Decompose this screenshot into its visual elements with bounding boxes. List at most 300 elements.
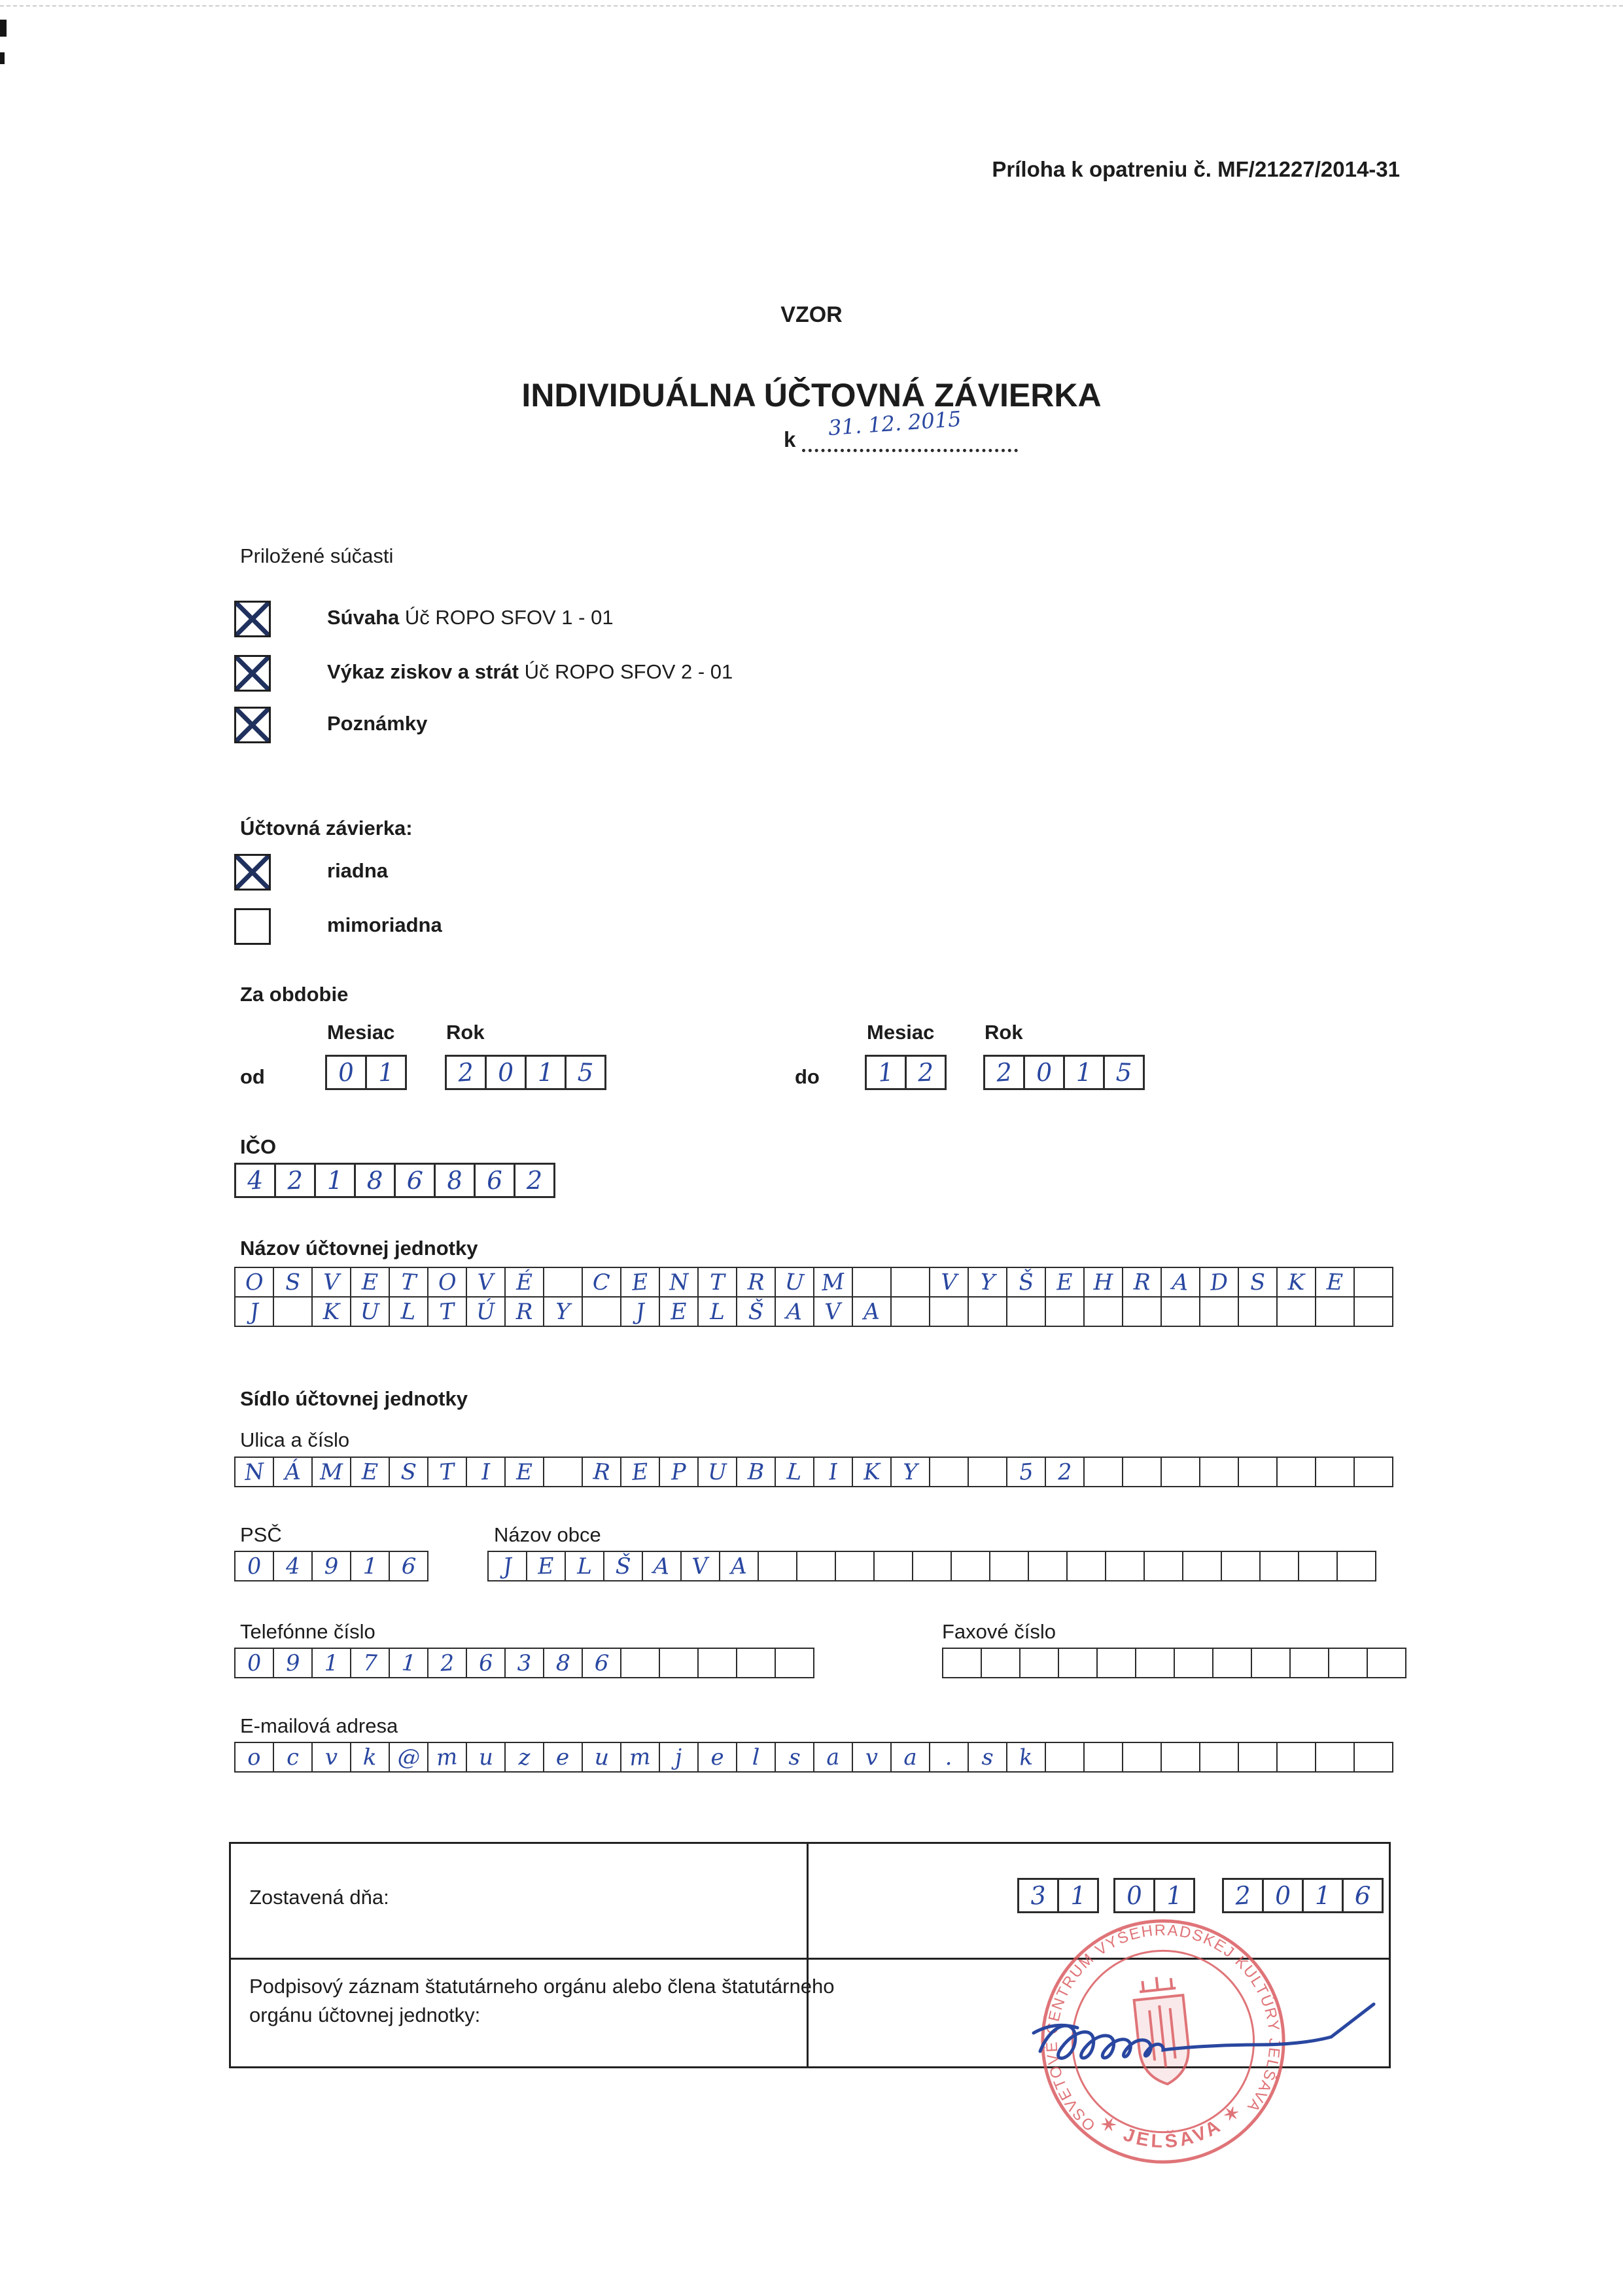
char-cell: [504, 1742, 544, 1773]
handwritten-char: A: [863, 1298, 881, 1325]
nazov-row1-cells: [234, 1267, 1393, 1298]
psc-cells: [234, 1551, 428, 1581]
char-cell: [1199, 1742, 1239, 1773]
char-cell: [1045, 1457, 1085, 1487]
char-cell: [543, 1742, 583, 1773]
char-cell: [989, 1551, 1029, 1581]
handwritten-char: V: [824, 1298, 843, 1326]
char-cell: [697, 1648, 737, 1678]
handwritten-char: e: [555, 1744, 570, 1771]
char-cell: [311, 1296, 351, 1327]
char-cell: [311, 1551, 351, 1581]
char-cell: [1113, 1878, 1155, 1913]
handwritten-char: M: [820, 1268, 846, 1296]
char-cell: [1367, 1648, 1406, 1678]
char-cell: [234, 1742, 274, 1773]
podpis-line1: Podpisový záznam štatutárneho orgánu alebo člena štatutárneho: [249, 1975, 835, 1998]
char-cell: [796, 1551, 836, 1581]
handwritten-char: 0: [246, 1649, 262, 1677]
handwritten-char: 1: [1314, 1881, 1331, 1910]
char-cell: [466, 1267, 506, 1298]
char-cell: [1276, 1742, 1316, 1773]
handwritten-char: R: [515, 1298, 533, 1325]
label-bold: Výkaz ziskov a strát: [327, 660, 519, 683]
handwritten-char: 0: [497, 1057, 514, 1087]
char-cell: [1006, 1457, 1046, 1487]
char-cell: [890, 1296, 930, 1327]
podpis-label: [249, 1972, 834, 2030]
do-label: do: [795, 1065, 820, 1088]
char-cell: [234, 1163, 276, 1198]
char-cell: [273, 1296, 313, 1327]
handwritten-char: 6: [406, 1165, 424, 1195]
tel-label: Telefónne číslo: [240, 1620, 375, 1643]
checkbox-suvaha-label: [327, 606, 614, 629]
handwritten-char: 1: [1166, 1881, 1183, 1911]
char-cell: [1045, 1742, 1085, 1773]
char-cell: [350, 1648, 390, 1678]
handwritten-char: E: [1056, 1269, 1073, 1296]
char-cell: [273, 1742, 313, 1773]
char-cell: [719, 1551, 759, 1581]
char-cell: [775, 1648, 814, 1678]
char-cell: [929, 1296, 969, 1327]
char-cell: [603, 1551, 643, 1581]
handwritten-char: L: [400, 1298, 417, 1326]
handwritten-char: 2: [287, 1165, 304, 1195]
char-cell: [466, 1648, 506, 1678]
handwritten-char: R: [1132, 1269, 1151, 1296]
char-cell: [543, 1457, 583, 1487]
do-rok-header: Rok: [985, 1021, 1023, 1044]
checkbox-riadna: [234, 854, 271, 891]
scan-artifact: [0, 20, 7, 37]
char-cell: [1182, 1551, 1222, 1581]
handwritten-char: 6: [400, 1552, 417, 1580]
handwritten-char: a: [903, 1744, 917, 1771]
char-cell: [813, 1296, 853, 1327]
char-cell: [1276, 1267, 1316, 1298]
char-cell: [1315, 1742, 1355, 1773]
char-cell: [526, 1551, 566, 1581]
char-cell: [582, 1296, 621, 1327]
char-cell: [929, 1267, 969, 1298]
handwritten-k-date: 31. 12. 2015: [827, 406, 962, 441]
char-cell: [680, 1551, 720, 1581]
char-cell: [1122, 1457, 1162, 1487]
od-mesiac-cells: [325, 1055, 407, 1090]
email-label: E-mailová adresa: [240, 1714, 398, 1737]
handwritten-char: 0: [246, 1552, 262, 1580]
char-cell: [582, 1742, 621, 1773]
char-cell: [697, 1267, 737, 1298]
handwritten-char: R: [746, 1269, 765, 1296]
char-cell: [620, 1457, 660, 1487]
handwritten-char: 2: [995, 1057, 1013, 1087]
char-cell: [1221, 1551, 1261, 1581]
handwritten-char: 0: [1125, 1881, 1143, 1911]
char-cell: [736, 1457, 776, 1487]
char-cell: [929, 1742, 969, 1773]
handwritten-char: 1: [400, 1649, 417, 1677]
char-cell: [1083, 1267, 1123, 1298]
vzor-label: VZOR: [780, 302, 843, 327]
char-cell: [1353, 1296, 1393, 1327]
char-cell: [427, 1648, 467, 1678]
handwritten-char: E: [631, 1268, 650, 1296]
handwritten-char: Š: [1017, 1268, 1035, 1296]
char-cell: [525, 1055, 567, 1090]
handwritten-char: m: [436, 1743, 459, 1771]
char-cell: [1143, 1551, 1183, 1581]
char-cell: [813, 1457, 853, 1487]
char-cell: [1353, 1267, 1393, 1298]
handwritten-char: E: [1326, 1269, 1344, 1296]
char-cell: [350, 1267, 390, 1298]
handwritten-char: u: [478, 1744, 494, 1771]
char-cell: [1083, 1296, 1123, 1327]
char-cell: [1122, 1742, 1162, 1773]
email-cells: [234, 1742, 1393, 1773]
handwritten-char: V: [323, 1269, 340, 1296]
handwritten-char: H: [1093, 1269, 1113, 1296]
char-cell: [1083, 1742, 1123, 1773]
do-rok-cells: [983, 1055, 1145, 1090]
char-cell: [434, 1163, 476, 1198]
char-cell: [1083, 1457, 1123, 1487]
ulica-label: Ulica a číslo: [240, 1428, 350, 1451]
checkbox-mimoriadna: [234, 908, 271, 945]
label-bold: Súvaha: [327, 606, 400, 629]
char-cell: [1199, 1296, 1239, 1327]
checkbox-poznamky-label: [327, 712, 427, 735]
char-cell: [1161, 1267, 1200, 1298]
nazov-label: Názov účtovnej jednotky: [240, 1237, 478, 1260]
period-label: Za obdobie: [240, 983, 349, 1006]
char-cell: [234, 1648, 274, 1678]
label-bold: Poznámky: [327, 712, 428, 735]
handwritten-char: 1: [326, 1166, 343, 1195]
podpis-line2: orgánu účtovnej jednotky:: [249, 2004, 481, 2026]
checkbox-mimoriadna-label: mimoriadna: [327, 913, 442, 936]
char-cell: [504, 1648, 544, 1678]
do-mesiac-cells: [865, 1055, 947, 1090]
char-cell: [389, 1267, 428, 1298]
char-cell: [389, 1551, 428, 1581]
char-cell: [427, 1296, 467, 1327]
handwritten-char: j: [674, 1744, 683, 1771]
char-cell: [1238, 1457, 1278, 1487]
char-cell: [1251, 1648, 1291, 1678]
handwritten-char: s: [981, 1743, 994, 1771]
char-cell: [1045, 1296, 1085, 1327]
char-cell: [697, 1457, 737, 1487]
char-cell: [890, 1742, 930, 1773]
char-cell: [983, 1055, 1025, 1090]
date-day-cells: [1017, 1878, 1099, 1913]
signature-graphic: [1024, 1986, 1390, 2097]
checkbox-poznamky: [234, 707, 271, 743]
handwritten-char: A: [652, 1552, 671, 1580]
handwritten-char: Á: [284, 1458, 302, 1485]
handwritten-char: k: [1018, 1743, 1034, 1771]
fax-cells: [942, 1648, 1406, 1678]
char-cell: [852, 1267, 892, 1298]
handwritten-char: L: [577, 1553, 592, 1580]
handwritten-char: 8: [366, 1165, 383, 1195]
handwritten-char: I: [828, 1458, 839, 1485]
char-cell: [1058, 1648, 1098, 1678]
char-cell: [485, 1055, 527, 1090]
char-cell: [758, 1551, 797, 1581]
char-cell: [912, 1551, 952, 1581]
handwritten-char: 1: [1070, 1881, 1087, 1911]
char-cell: [1298, 1551, 1338, 1581]
handwritten-char: Y: [555, 1298, 571, 1325]
handwritten-char: T: [710, 1269, 725, 1296]
char-cell: [1342, 1878, 1384, 1913]
char-cell: [865, 1055, 907, 1090]
char-cell: [1057, 1878, 1099, 1913]
char-cell: [697, 1296, 737, 1327]
od-rok-header: Rok: [446, 1021, 485, 1044]
char-cell: [427, 1742, 467, 1773]
char-cell: [1259, 1551, 1299, 1581]
char-cell: [929, 1457, 969, 1487]
char-cell: [968, 1742, 1007, 1773]
char-cell: [1006, 1267, 1046, 1298]
psc-label: PSČ: [240, 1523, 282, 1546]
zostavena-label: Zostavená dňa:: [249, 1886, 389, 1909]
handwritten-char: e: [710, 1744, 724, 1771]
label-rest: Úč ROPO SFOV 1 - 01: [399, 606, 614, 629]
char-cell: [659, 1267, 699, 1298]
char-cell: [1336, 1551, 1376, 1581]
char-cell: [504, 1296, 544, 1327]
handwritten-char: 2: [1234, 1881, 1252, 1911]
char-cell: [697, 1742, 737, 1773]
do-mesiac-header: Mesiac: [867, 1021, 935, 1044]
char-cell: [968, 1296, 1007, 1327]
handwritten-char: o: [246, 1743, 262, 1771]
char-cell: [354, 1163, 396, 1198]
char-cell: [1315, 1457, 1355, 1487]
char-cell: [1212, 1648, 1252, 1678]
handwritten-char: @: [396, 1743, 421, 1771]
handwritten-char: 2: [457, 1057, 475, 1087]
char-cell: [736, 1742, 776, 1773]
label-rest: Úč ROPO SFOV 2 - 01: [518, 660, 733, 683]
char-cell: [890, 1267, 930, 1298]
handwritten-char: T: [438, 1298, 456, 1326]
char-cell: [620, 1742, 660, 1773]
handwritten-char: E: [361, 1269, 379, 1296]
handwritten-char: U: [784, 1268, 805, 1296]
handwritten-char: E: [361, 1458, 379, 1485]
char-cell: [582, 1457, 621, 1487]
handwritten-char: 6: [1354, 1881, 1371, 1911]
handwritten-char: 2: [1056, 1458, 1073, 1485]
char-cell: [775, 1296, 814, 1327]
stamp-bottom-text-holder: [1094, 2098, 1251, 2160]
char-cell: [1302, 1878, 1344, 1913]
char-cell: [981, 1648, 1021, 1678]
table-column-divider: [807, 1844, 809, 2066]
k-label: k: [784, 427, 796, 451]
ico-cells: [234, 1163, 555, 1198]
handwritten-char: Y: [979, 1268, 996, 1296]
handwritten-char: 4: [246, 1165, 264, 1195]
char-cell: [1289, 1648, 1329, 1678]
handwritten-char: O: [437, 1268, 457, 1296]
ulica-cells: [234, 1457, 1393, 1487]
char-cell: [565, 1055, 606, 1090]
char-cell: [350, 1551, 390, 1581]
char-cell: [1315, 1267, 1355, 1298]
char-cell: [445, 1055, 487, 1090]
handwritten-char: K: [1287, 1269, 1305, 1296]
handwritten-char: E: [631, 1458, 650, 1486]
handwritten-char: B: [747, 1458, 765, 1485]
handwritten-char: m: [629, 1743, 652, 1771]
char-cell: [775, 1457, 814, 1487]
handwritten-char: V: [477, 1269, 495, 1296]
char-cell: [1122, 1296, 1162, 1327]
handwritten-char: J: [502, 1553, 513, 1580]
nazov-row2-cells: [234, 1296, 1393, 1327]
char-cell: [1161, 1457, 1200, 1487]
char-cell: [273, 1457, 313, 1487]
handwritten-char: É: [516, 1269, 532, 1296]
handwritten-char: 2: [917, 1057, 934, 1087]
handwritten-char: T: [438, 1458, 456, 1486]
handwritten-char: 8: [555, 1650, 571, 1676]
char-cell: [835, 1551, 875, 1581]
handwritten-char: 9: [285, 1650, 301, 1676]
char-cell: [1006, 1296, 1046, 1327]
handwritten-char: U: [708, 1458, 727, 1485]
char-cell: [274, 1163, 316, 1198]
char-cell: [1199, 1457, 1239, 1487]
char-cell: [905, 1055, 947, 1090]
char-cell: [659, 1648, 699, 1678]
handwritten-char: U: [360, 1298, 380, 1325]
char-cell: [1238, 1296, 1278, 1327]
char-cell: [543, 1648, 583, 1678]
char-cell: [350, 1296, 390, 1327]
char-cell: [427, 1457, 467, 1487]
char-cell: [311, 1267, 351, 1298]
handwritten-char: a: [825, 1743, 841, 1771]
char-cell: [620, 1267, 660, 1298]
handwritten-char: c: [286, 1744, 300, 1771]
handwritten-char: S: [285, 1269, 301, 1296]
handwritten-char: E: [537, 1553, 555, 1580]
handwritten-char: 1: [537, 1058, 554, 1087]
checkbox-suvaha: [234, 601, 271, 637]
char-cell: [365, 1055, 407, 1090]
char-cell: [852, 1296, 892, 1327]
handwritten-char: s: [788, 1743, 801, 1771]
handwritten-char: J: [249, 1298, 260, 1325]
ico-label: IČO: [240, 1135, 277, 1158]
handwritten-char: 0: [1274, 1881, 1291, 1911]
char-cell: [1017, 1878, 1059, 1913]
handwritten-char: 1: [362, 1553, 378, 1580]
char-cell: [1276, 1457, 1316, 1487]
char-cell: [736, 1648, 776, 1678]
handwritten-char: Š: [615, 1553, 631, 1580]
handwritten-char: T: [400, 1268, 417, 1296]
char-cell: [951, 1551, 990, 1581]
char-cell: [394, 1163, 436, 1198]
char-cell: [1199, 1267, 1239, 1298]
char-cell: [427, 1267, 467, 1298]
fax-label: Faxové číslo: [942, 1620, 1056, 1643]
handwritten-char: N: [243, 1458, 265, 1486]
char-cell: [543, 1267, 583, 1298]
handwritten-char: V: [691, 1552, 710, 1580]
char-cell: [311, 1648, 351, 1678]
char-cell: [659, 1296, 699, 1327]
obec-label: Názov obce: [494, 1523, 601, 1546]
char-cell: [852, 1742, 892, 1773]
od-mesiac-header: Mesiac: [327, 1021, 395, 1044]
handwritten-char: E: [516, 1458, 532, 1485]
char-cell: [1174, 1648, 1213, 1678]
handwritten-char: 1: [324, 1650, 339, 1676]
attachment-reference: Príloha k opatreniu č. MF/21227/2014-31: [992, 157, 1400, 181]
char-cell: [1105, 1551, 1145, 1581]
handwritten-char: 3: [517, 1650, 532, 1676]
checkbox-riadna-label: riadna: [327, 859, 389, 882]
handwritten-char: J: [635, 1298, 646, 1325]
scan-artifact: [0, 52, 5, 64]
char-cell: [1161, 1742, 1200, 1773]
char-cell: [659, 1457, 699, 1487]
char-cell: [350, 1457, 390, 1487]
handwritten-char: 2: [439, 1649, 455, 1677]
handwritten-char: 1: [377, 1057, 394, 1087]
checkbox-vykaz: [234, 655, 271, 692]
date-month-cells: [1113, 1878, 1195, 1913]
char-cell: [474, 1163, 515, 1198]
char-cell: [813, 1742, 853, 1773]
char-cell: [775, 1267, 814, 1298]
char-cell: [234, 1267, 274, 1298]
char-cell: [565, 1551, 604, 1581]
char-cell: [314, 1163, 356, 1198]
char-cell: [504, 1457, 544, 1487]
handwritten-char: P: [671, 1458, 687, 1485]
char-cell: [389, 1648, 428, 1678]
handwritten-char: S: [1249, 1269, 1266, 1296]
char-cell: [620, 1296, 660, 1327]
char-cell: [1161, 1296, 1200, 1327]
char-cell: [942, 1648, 982, 1678]
handwritten-char: u: [593, 1743, 610, 1771]
char-cell: [389, 1296, 428, 1327]
char-cell: [582, 1267, 621, 1298]
handwritten-char: 3: [1029, 1881, 1047, 1911]
handwritten-char: C: [592, 1268, 611, 1296]
char-cell: [234, 1296, 274, 1327]
signature: [1024, 1986, 1390, 2097]
char-cell: [1328, 1648, 1368, 1678]
char-cell: [543, 1296, 583, 1327]
handwritten-char: O: [244, 1268, 264, 1296]
char-cell: [466, 1457, 506, 1487]
